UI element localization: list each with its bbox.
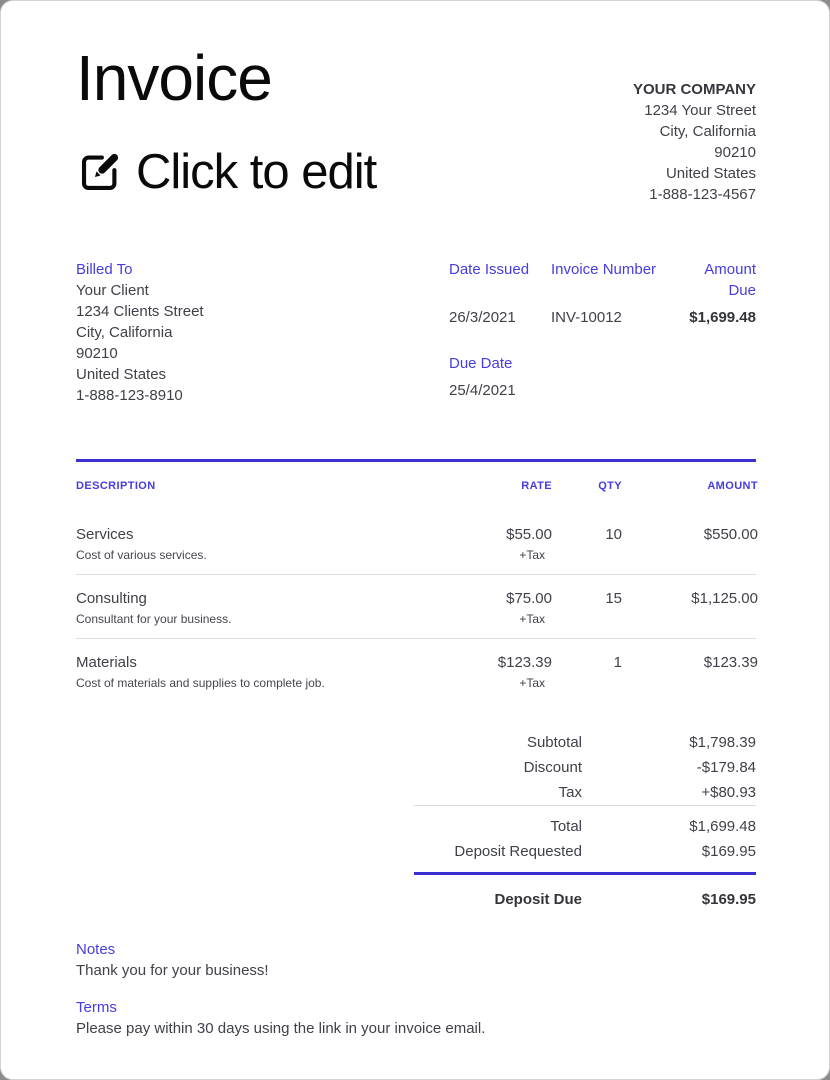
deposit-due-row (414, 887, 756, 912)
header-left (76, 42, 377, 205)
subtotal-row (414, 730, 756, 755)
company-phone: 1-888-123-4567 (649, 186, 756, 203)
item-amount: $1,125.00 (691, 590, 758, 607)
billed-to-line: 1234 Clients Street (76, 303, 204, 320)
invoice-number-label: Invoice Number (551, 261, 657, 278)
company-name: YOUR COMPANY (632, 81, 756, 98)
item-name: Materials (76, 654, 137, 671)
deposit-requested-label: Deposit Requested (454, 843, 582, 860)
item-rate-tax-note: +Tax (519, 612, 545, 626)
item-amount: $550.00 (703, 526, 758, 543)
due-date-label: Due Date (449, 355, 513, 372)
billed-to-label: Billed To (76, 261, 133, 278)
item-qty: 15 (605, 590, 622, 607)
subtotal-value: $1,798.39 (689, 734, 756, 751)
item-name: Consulting (76, 590, 147, 607)
company-address-line: United States (665, 165, 756, 182)
table-header-row (76, 462, 756, 511)
deposit-requested-value: $169.95 (701, 843, 756, 860)
discount-row (414, 755, 756, 780)
totals-section (414, 730, 756, 912)
line-items-table (76, 459, 756, 702)
total-value: $1,699.48 (689, 818, 756, 835)
discount-value: -$179.84 (696, 759, 756, 776)
tax-row (414, 780, 756, 805)
click-to-edit-label: Click to edit (136, 145, 377, 199)
deposit-due-rule (414, 872, 756, 875)
item-rate: $75.00 (506, 590, 552, 607)
col-header-amount: AMOUNT (707, 480, 758, 492)
billed-to-line: United States (76, 366, 167, 383)
billed-to-block (76, 259, 376, 406)
total-label: Total (550, 818, 582, 835)
col-header-description: DESCRIPTION (76, 480, 156, 492)
notes-label: Notes (76, 941, 116, 958)
invoice-header (76, 42, 756, 205)
terms-section (76, 997, 756, 1039)
total-row (414, 814, 756, 839)
table-row (76, 511, 756, 575)
amount-due-label: Amount Due (704, 261, 756, 299)
company-address-line: 90210 (714, 144, 756, 161)
date-issued-value: 26/3/2021 (449, 308, 516, 326)
table-row (76, 639, 756, 702)
billed-to-line: 90210 (76, 345, 118, 362)
page-title: Invoice (76, 42, 272, 114)
item-description: Consultant for your business. (76, 612, 232, 626)
item-qty: 10 (605, 526, 622, 543)
item-name: Services (76, 526, 134, 543)
deposit-due-value: $169.95 (701, 891, 756, 908)
tax-label: Tax (558, 784, 582, 801)
billed-to-line: Your Client (76, 282, 149, 299)
col-header-rate: RATE (521, 480, 552, 492)
tax-value: +$80.93 (701, 784, 756, 801)
deposit-requested-row (414, 839, 756, 864)
notes-text: Thank you for your business! (76, 962, 269, 979)
item-rate-tax-note: +Tax (519, 548, 545, 562)
subtotal-label: Subtotal (526, 734, 582, 751)
item-qty: 1 (613, 654, 622, 671)
meta-grid (449, 259, 756, 406)
col-header-qty: QTY (598, 480, 622, 492)
discount-label: Discount (523, 759, 582, 776)
item-description: Cost of various services. (76, 548, 207, 562)
invoice-meta (76, 259, 756, 406)
company-address-line: City, California (659, 123, 756, 140)
billed-to-phone: 1-888-123-8910 (76, 387, 183, 404)
deposit-due-label: Deposit Due (494, 891, 582, 908)
billed-to-line: City, California (76, 324, 173, 341)
invoice-number-value: INV-10012 (551, 308, 622, 326)
item-rate: $55.00 (506, 526, 552, 543)
due-date-value: 25/4/2021 (449, 381, 516, 399)
click-to-edit-button[interactable] (76, 145, 377, 199)
company-block (633, 79, 756, 205)
notes-section (76, 939, 756, 981)
edit-icon (76, 149, 123, 196)
item-amount: $123.39 (703, 654, 758, 671)
table-row (76, 575, 756, 639)
item-description: Cost of materials and supplies to complete job. (76, 676, 325, 690)
date-issued-label: Date Issued (449, 261, 530, 278)
amount-due-value: $1,699.48 (689, 308, 756, 326)
company-address-line: 1234 Your Street (644, 102, 756, 119)
totals-divider (414, 805, 756, 872)
item-rate: $123.39 (497, 654, 552, 671)
terms-text: Please pay within 30 days using the link in your invoice email. (76, 1020, 486, 1037)
item-rate-tax-note: +Tax (519, 676, 545, 690)
terms-label: Terms (76, 999, 117, 1016)
